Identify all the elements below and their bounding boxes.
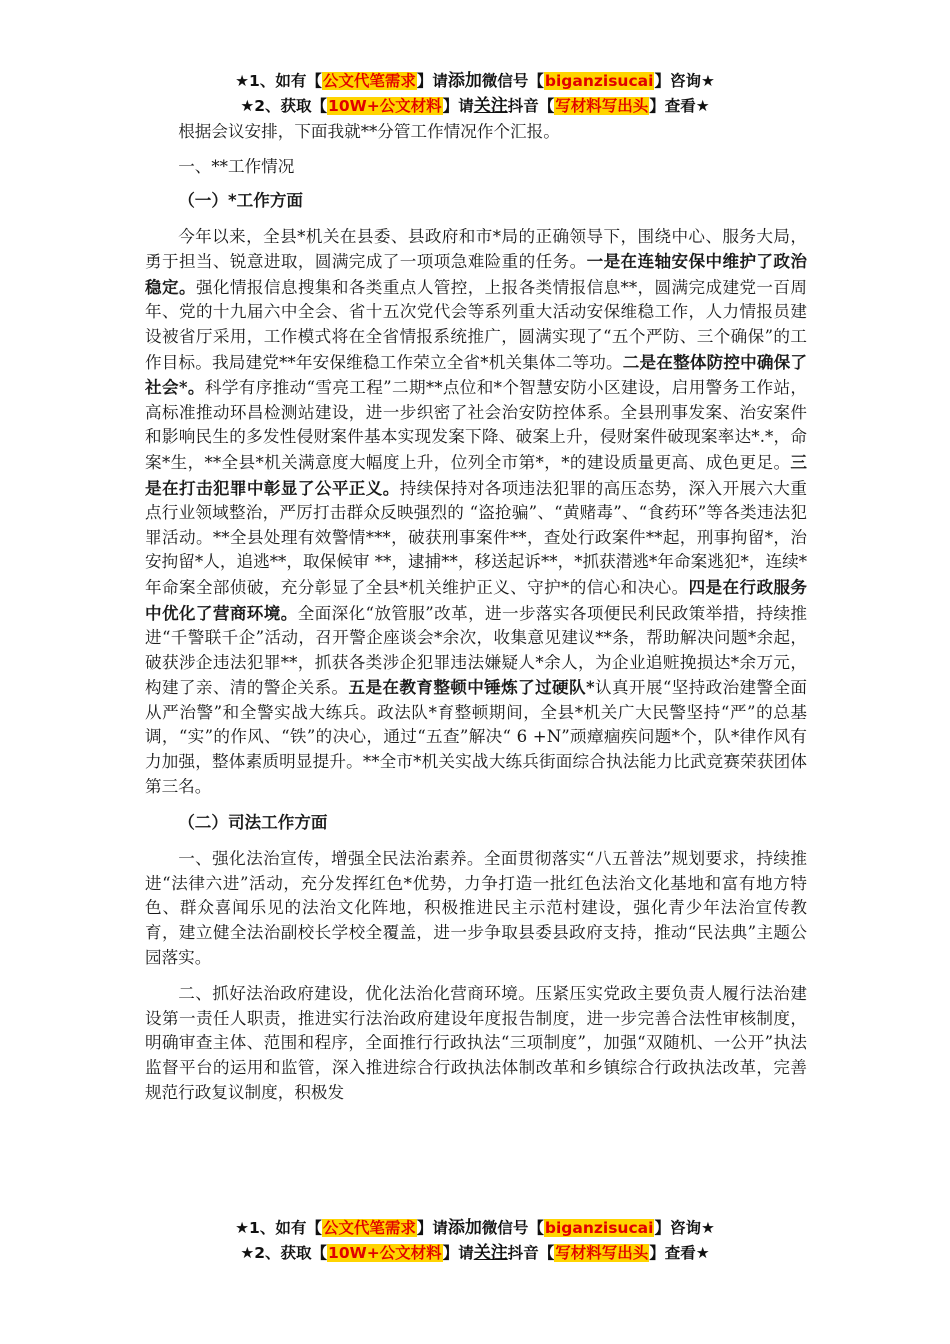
banner-text: 抖音【 — [507, 1244, 555, 1262]
bold-point: 一是在连轴安保中维护了政治稳定。 — [145, 251, 807, 297]
banner-emphasis: 关注 — [473, 1243, 508, 1263]
paragraph-rule-of-law-government: 二、抓好法治政府建设，优化法治化营商环境。压紧压实党政主要负责人履行法治建设第一责任人职责，推进实行法治政府建设年度报告制度，进一步完善合法性审核制度，明确审查主体、范围和程序，全面推行行政执法“三项制度”，加强“双随机、一公开”执法监督平台的运用和监管，深入推进综合行政执法体制改革和乡镇综合行政执法改革，完善规范行政复议制度，积极发 — [145, 984, 807, 1102]
highlight-materials: 10W+公文材料 — [328, 1244, 442, 1262]
bold-point: 五是在教育整顿中锤炼了过硬队* — [348, 677, 595, 698]
highlight-wechat-id: biganzisucai — [544, 72, 654, 90]
highlight-materials: 10W+公文材料 — [328, 97, 442, 115]
banner-text: 】咨询★ — [654, 1219, 715, 1237]
banner-text: 抖音【 — [507, 97, 555, 115]
paragraph-text: 认真开展“坚持政治建警全面从严治警”和全警实战大练兵。 — [145, 678, 808, 722]
document-body — [145, 120, 807, 1105]
banner-text: 】请 — [416, 72, 448, 90]
footer-line-1 — [0, 1216, 950, 1241]
paragraph-text: 政法队*育整顿期间，全县*机关广大民警坚持“严”的总基调，“实”的作风、“铁”的决心，通过“五查”解决“ 6 +N”顽瘴痼疾问题*个，队*律作风有力加强，整体素质明显提升。**全市*机关实战大练兵街面综合执法能力比武竞赛荣获团体第三名。 — [145, 702, 808, 796]
subsection-heading: （二）司法工作方面 — [178, 813, 328, 833]
subsection-heading: （一）*工作方面 — [178, 190, 304, 210]
bold-point: 三是在打击犯罪中彰显了公平正义。 — [145, 451, 807, 498]
paragraph-text: 今年以来，全县*机关在县委、县政府和市*局的正确领导下，围绕中心、服务大局，勇于担当、锐意进取，圆满完成了一项项急难险重的任务。 — [145, 226, 807, 272]
banner-text: ★2、获取【 — [240, 1244, 328, 1262]
banner-text: 】查看★ — [649, 97, 710, 115]
paragraph-text: 科学有序推动“雪亮工程”二期**点位和*个智慧安防小区建设，启用警务工作站，高标准推动环昌检测站建设，进一步织密了社会治安防控体系。全县刑事发案、治安案件和影响民生的多发性侵财案件基本实现发案下降、破案上升，侵财案件破现案率达*.*，命案*生，**全县*机关满意度大幅度上升，位列全市第*，*的建设质量更高、成色更足。 — [145, 378, 807, 472]
footer-line-2 — [0, 1241, 950, 1266]
bold-point: 四是在行政服务中优化了营商环境。 — [145, 576, 808, 623]
highlight-ghostwriting: 公文代笔需求 — [322, 1219, 416, 1237]
highlight-douyin: 写材料写出头 — [555, 1244, 649, 1262]
banner-text: ★2、获取【 — [240, 97, 328, 115]
banner-text: 】查看★ — [649, 1244, 710, 1262]
banner-text: 】请 — [416, 1219, 448, 1237]
header-line-1 — [0, 69, 950, 94]
highlight-douyin: 写材料写出头 — [555, 97, 649, 115]
banner-text: ★1、如有【 — [235, 1219, 322, 1237]
banner-emphasis: 添加 — [447, 1218, 482, 1238]
paragraph-text: 持续保持对各项违法犯罪的高压态势，深入开展六大重点行业领域整治，严厉打击群众反映强烈的 “盗抢骗”、“黄赌毒”、“食药环”等各类违法犯罪活动。**全县处理有效警情***，破获刑事案件**，查处行政案件**起，刑事拘留*，治安拘留*人，追逃**，取保候审 **，逮捕**，移送起诉**，*抓获潜逃*年命案逃犯*，连续*年命案全部侦破，充分彰显了全县*机关维护正义、守护*的信心和决心。 — [145, 478, 807, 597]
header-line-2 — [0, 94, 950, 119]
banner-text: 】咨询★ — [654, 72, 715, 90]
section-heading: 一、**工作情况 — [178, 156, 295, 176]
bold-point: 二是在整体防控中确保了社会*。 — [145, 351, 808, 398]
paragraph-legal-publicity: 一、强化法治宣传，增强全民法治素养。全面贯彻落实“八五普法”规划要求，持续推进“法律六进”活动，充分发挥红色*优势，力争打造一批红色法治文化基地和富有地方特色、群众喜闻乐见的法治文化阵地，积极推进民主示范村建设，强化青少年法治宣传教育，建立健全法治副校长学校全覆盖，进一步争取县委县政府支持，推动“民法典”主题公园落实。 — [145, 849, 807, 967]
banner-emphasis: 添加 — [447, 71, 482, 91]
highlight-ghostwriting: 公文代笔需求 — [322, 72, 416, 90]
paragraph-text: 全面深化“放管服”改革，进一步落实各项便民利民政策举措，持续推进“千警联千企”活动，召开警企座谈会*余次，收集意见建议**条，帮助解决问题*余起，破获涉企违法犯罪**，抓获各类涉企犯罪违法嫌疑人*余人，为企业追赃挽损达*余万元，构建了亲、清的警企关系。 — [145, 603, 808, 698]
banner-text: 微信号【 — [481, 1219, 544, 1237]
banner-text: 】请 — [442, 97, 474, 115]
banner-emphasis: 关注 — [473, 96, 508, 116]
paragraph-text: 强化情报信息搜集和各类重点人管控，上报各类情报信息**，圆满完成建党一百周年、党的十九届六中全会、省十五次党代会等系列重大活动安保维稳工作，人力情报员建设被省厅采用，工作模式将在全省情报系统推广，圆满实现了“五个严防、三个确保”的工作目标。我局建党**年安保维稳工作荣立全省*机关集体二等功。 — [145, 277, 807, 372]
paragraph-public-security — [145, 225, 807, 800]
banner-text: 】请 — [442, 1244, 474, 1262]
footer-banner — [0, 1216, 950, 1266]
header-banner — [0, 69, 950, 119]
banner-text: ★1、如有【 — [235, 72, 322, 90]
banner-text: 微信号【 — [481, 72, 544, 90]
highlight-wechat-id: biganzisucai — [544, 1219, 654, 1237]
intro-paragraph: 根据会议安排，下面我就**分管工作情况作个汇报。 — [178, 122, 560, 141]
